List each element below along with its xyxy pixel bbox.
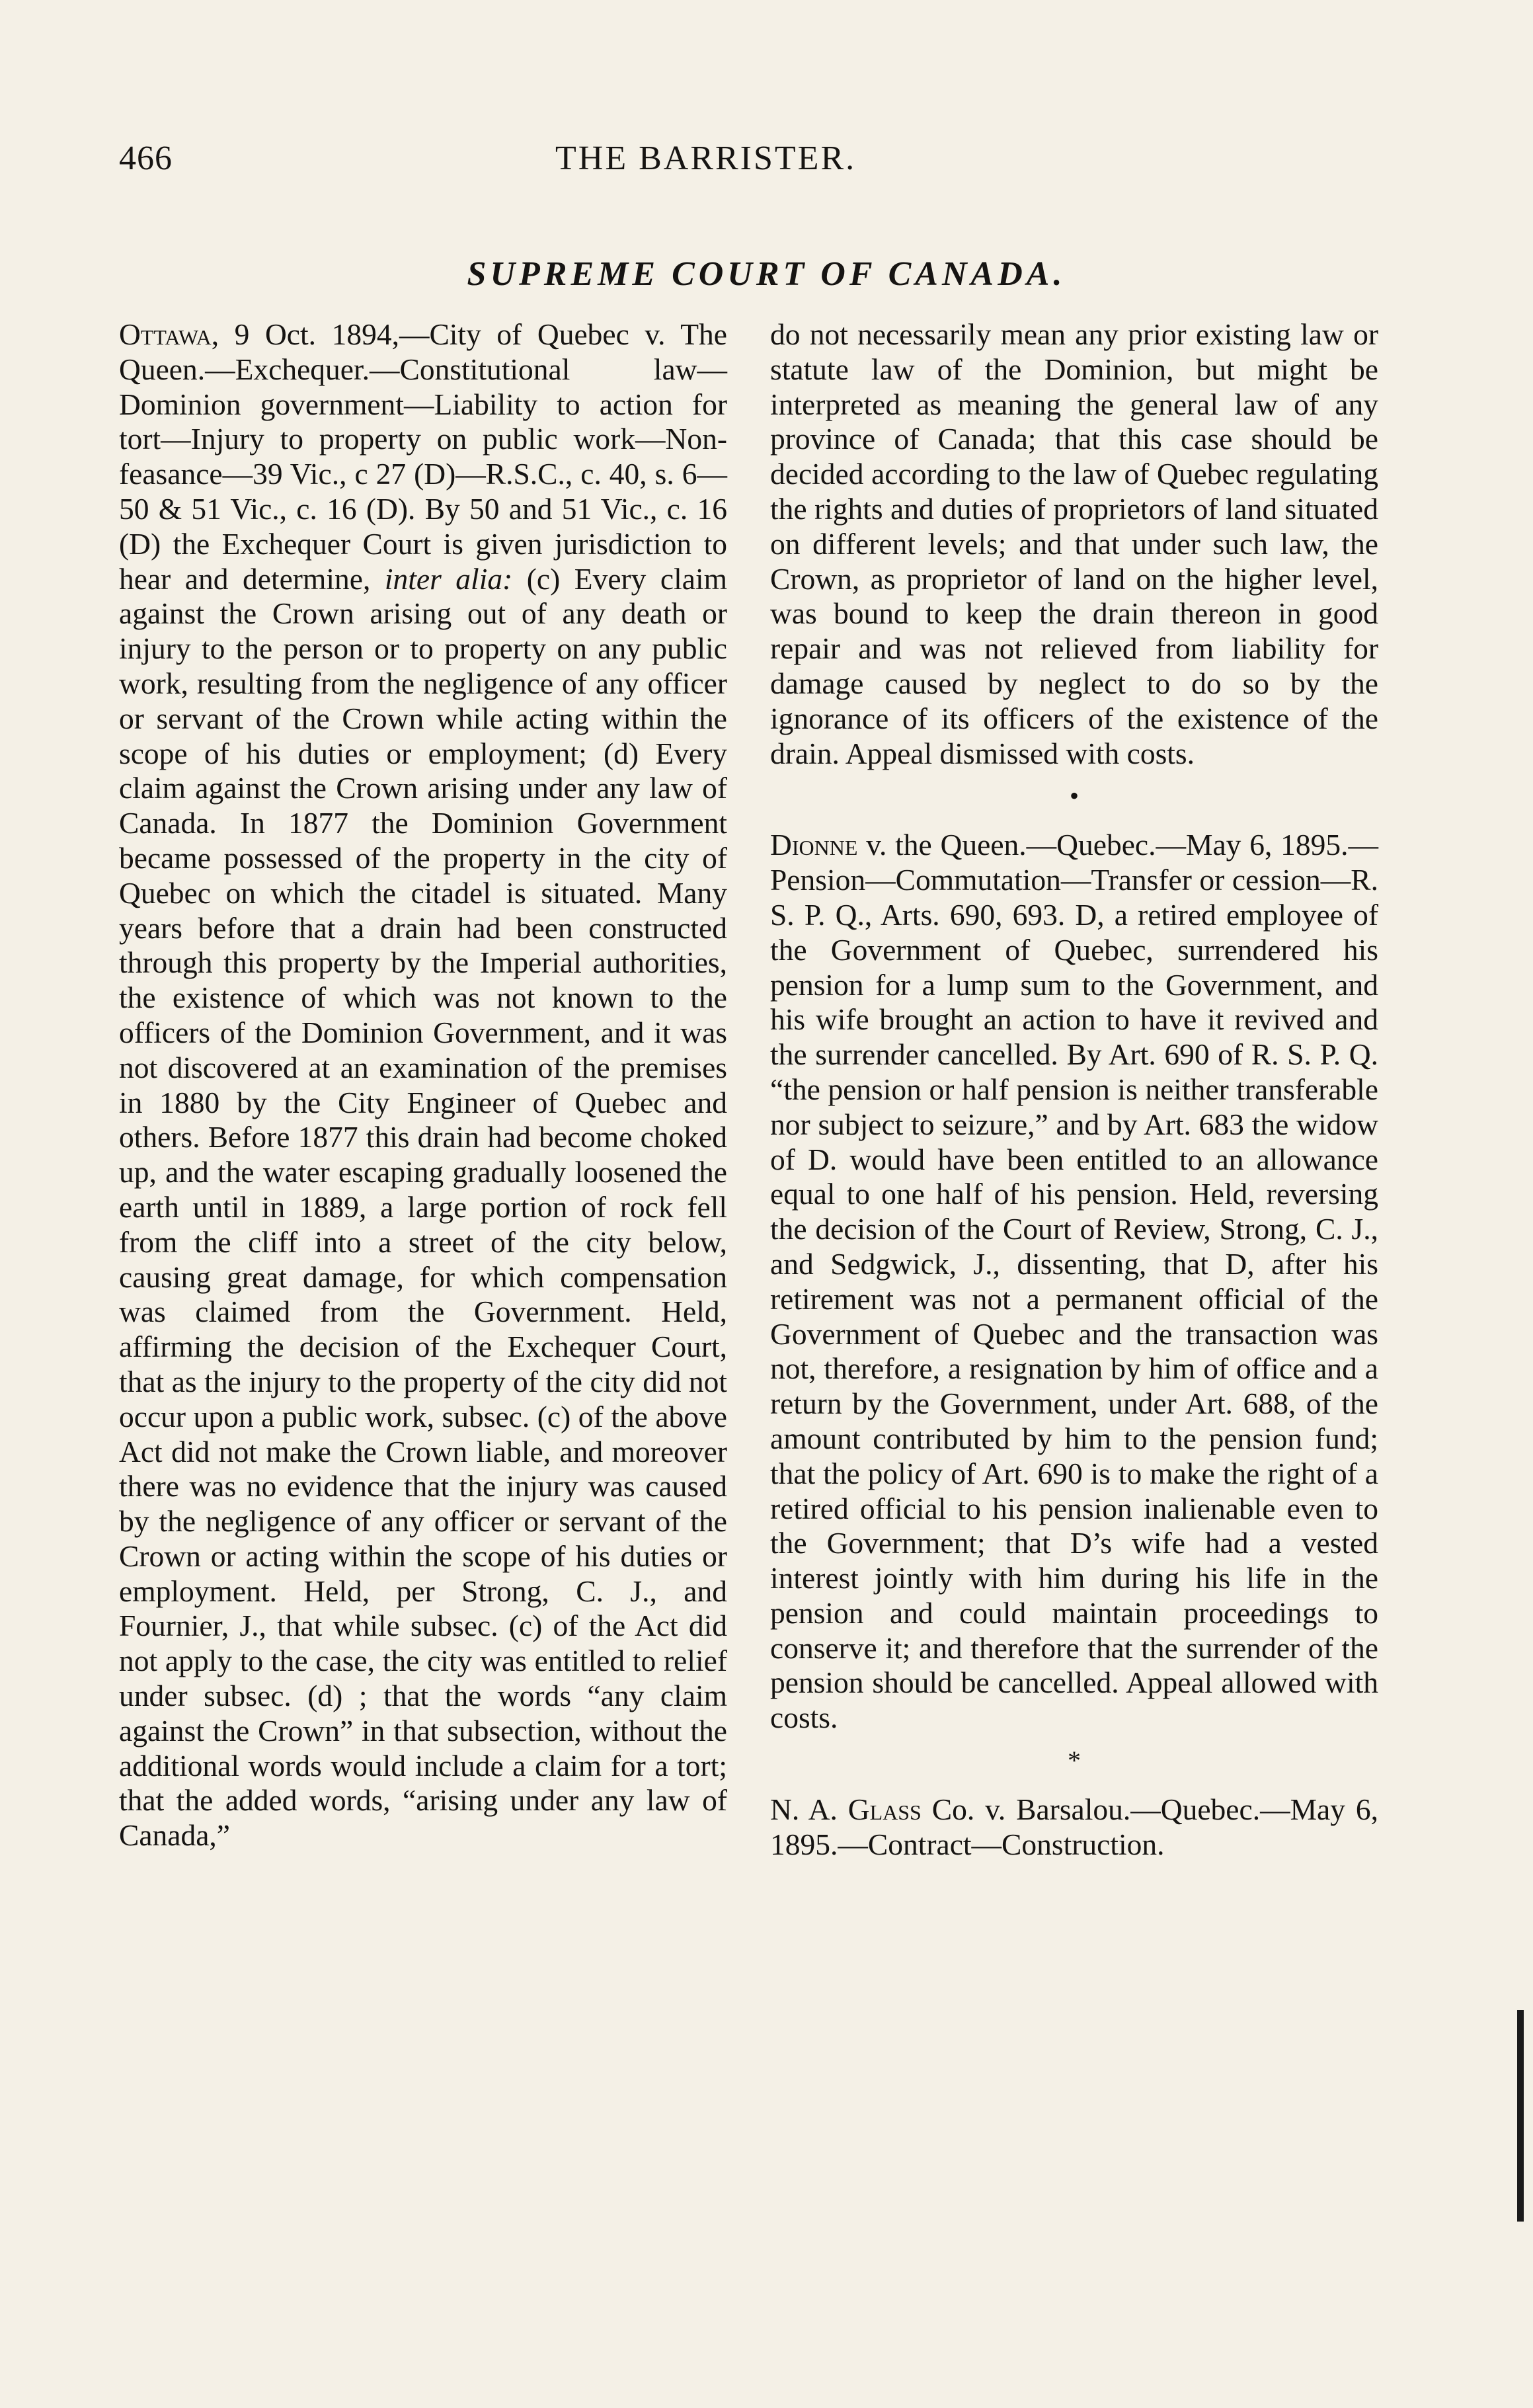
separator-bullet: • xyxy=(1069,781,1079,811)
case-ottawa-paragraph xyxy=(119,317,727,1853)
page-edge-mark xyxy=(1517,2010,1524,2222)
inter-alia-italic: inter alia: xyxy=(384,561,513,596)
case-glass-text: Co. v. Barsalou.—Quebec.—May 6, 1895.—Contract—Construction. xyxy=(770,1792,1378,1861)
case-name-glass: N. A. Glass xyxy=(770,1792,922,1827)
case-glass-paragraph xyxy=(770,1792,1378,1863)
running-title: THE BARRISTER. xyxy=(555,140,857,177)
case-ottawa-continued: do not necessarily mean any prior existing law or statute law of the Dominion, but might be interpreted as meaning the general law of any province of Canada; that this case should be decided according to the law of Quebec regulating the rights and duties of proprietors of land situated on different levels; and that under such law, the Crown, as proprietor of land on the higher level, was bound to keep the drain thereon in good repair and was not relieved from liability for damage caused by neglect to do so by the ignorance of its officers of the existence of the drain. Appeal dismissed with costs. xyxy=(770,317,1378,770)
case-dionne-paragraph xyxy=(770,828,1378,1736)
section-title: SUPREME COURT OF CANADA. xyxy=(467,255,1066,293)
case-name-ottawa: Ottawa xyxy=(119,317,212,351)
page-header xyxy=(119,139,1388,192)
case-text-part-1: , 9 Oct. 1894,—City of Quebec v. The Queen.—Exchequer.—Constitutional law—Dominion government—Liability to action for tort—Injury to property on public work—Non-feasance—39 Vic., c 27 (D)—R.S.C., c. 40, s. 6—50 & 51 Vic., c. 16 (D). By 50 and 51 Vic., c. 16 (D) the Exchequer Court is given jurisdiction to hear and determine, xyxy=(119,317,727,596)
case-text-part-2: (c) Every claim against the Crown arising out of any death or injury to the person or to property on any public work, resulting from the negligence of any officer or servant of the Crown while acting within the scope of his duties or employment; (d) Every claim against the Crown arising under any law of Canada. In 1877 the Dominion Government became possessed of the property in the city of Quebec on which the citadel is situated. Many years before that a drain had been constructed through this property by the Imperial authorities, the existence of which was not known to the officers of the Dominion Government, and it was not discovered at an examination of the premises in 1880 by the City Engineer of Quebec and others. Before 1877 this drain had become choked up, and the water escaping gradually loosened the earth until in 1889, a large portion of rock fell from the cliff into a street of the city below, causing great damage, for which compensation was claimed from the Government. Held, affirming the decision of the Exchequer Court, that as the injury to the property of the city did not occur upon a public work, subsec. (c) of the above Act did not make the Crown liable, and moreover there was no evidence that the injury was caused by the negligence of any officer or servant of the Crown or acting within the scope of his duties or employment. Held, per Strong, C. J., and Fournier, J., that while subsec. (c) of the Act did not apply to the case, the city was entitled to relief under subsec. (d) ; that the words “any claim against the Crown” in that subsection, without the additional words would include a claim for a tort; that the added words, “arising under any law of Canada,” xyxy=(119,561,727,1853)
left-column xyxy=(119,317,727,1853)
case-dionne-text: v. the Queen.—Quebec.—May 6, 1895.—Pension—Commutation—Transfer or cession—R. S. P. Q., Arts. 690, 693. D, a retired employee of the Government of Quebec, surrendered his pension for a lump sum to the Government, and his wife brought an action to have it revived and the surrender cancelled. By Art. 690 of R. S. P. Q. “the pension or half pension is neither transferable nor subject to seizure,” and by Art. 683 the widow of D. would have been entitled to an allowance equal to one half of his pension. Held, reversing the decision of the Court of Review, Strong, C. J., and Sedgwick, J., dissenting, that D, after his retirement was not a permanent official of the Government of Quebec and the transaction was not, therefore, a resignation by him of office and a return by the Government, under Art. 688, of the amount contributed by him to the pension fund; that the policy of Art. 690 is to make the right of a retired official to his pension inalienable even to the Government; that D’s wife had a vested interest jointly with him during his life in the pension and could maintain proceedings to conserve it; and therefore that the surrender of the pension should be cancelled. Appeal allowed with costs. xyxy=(770,828,1378,1735)
right-column xyxy=(770,317,1378,1863)
case-name-dionne: Dionne xyxy=(770,828,858,862)
page-number: 466 xyxy=(119,140,173,177)
separator-asterisk: * xyxy=(1068,1746,1081,1776)
